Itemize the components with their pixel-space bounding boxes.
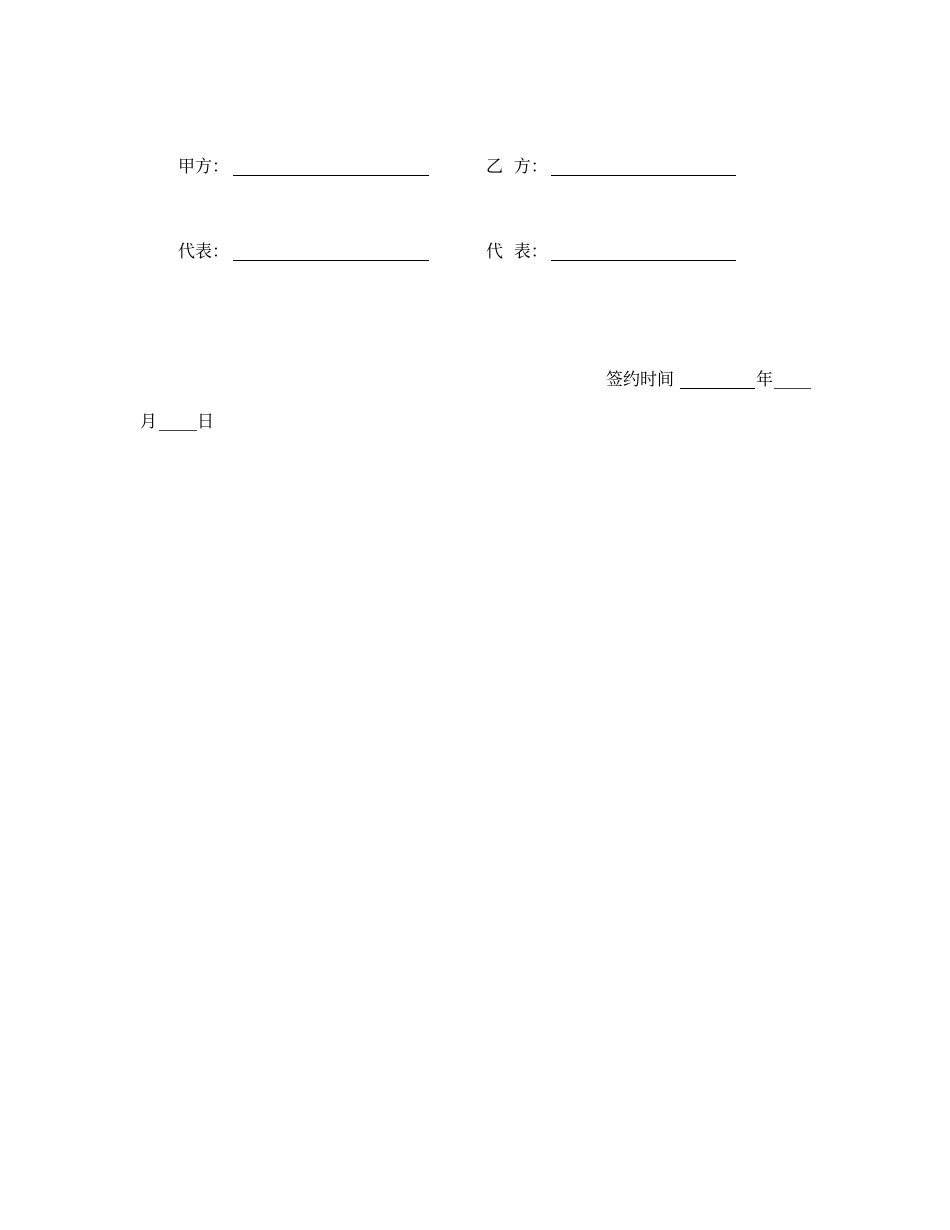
day-label: 日 [197, 412, 214, 432]
party-b-label: 乙 方： [486, 157, 548, 177]
month-blank[interactable] [774, 388, 811, 389]
month-label: 月 [140, 412, 157, 432]
sign-time-label: 签约时间 [606, 370, 674, 390]
year-blank[interactable] [680, 388, 755, 389]
day-blank[interactable] [159, 430, 197, 431]
rep-b-signature-line[interactable] [551, 260, 736, 261]
party-a-label: 甲方： [178, 157, 229, 177]
party-b-signature-line[interactable] [551, 175, 736, 176]
rep-a-label: 代表： [178, 242, 229, 262]
rep-b-label: 代 表： [486, 242, 548, 262]
rep-a-signature-line[interactable] [233, 260, 429, 261]
year-label: 年 [756, 370, 773, 390]
party-a-signature-line[interactable] [233, 175, 429, 176]
